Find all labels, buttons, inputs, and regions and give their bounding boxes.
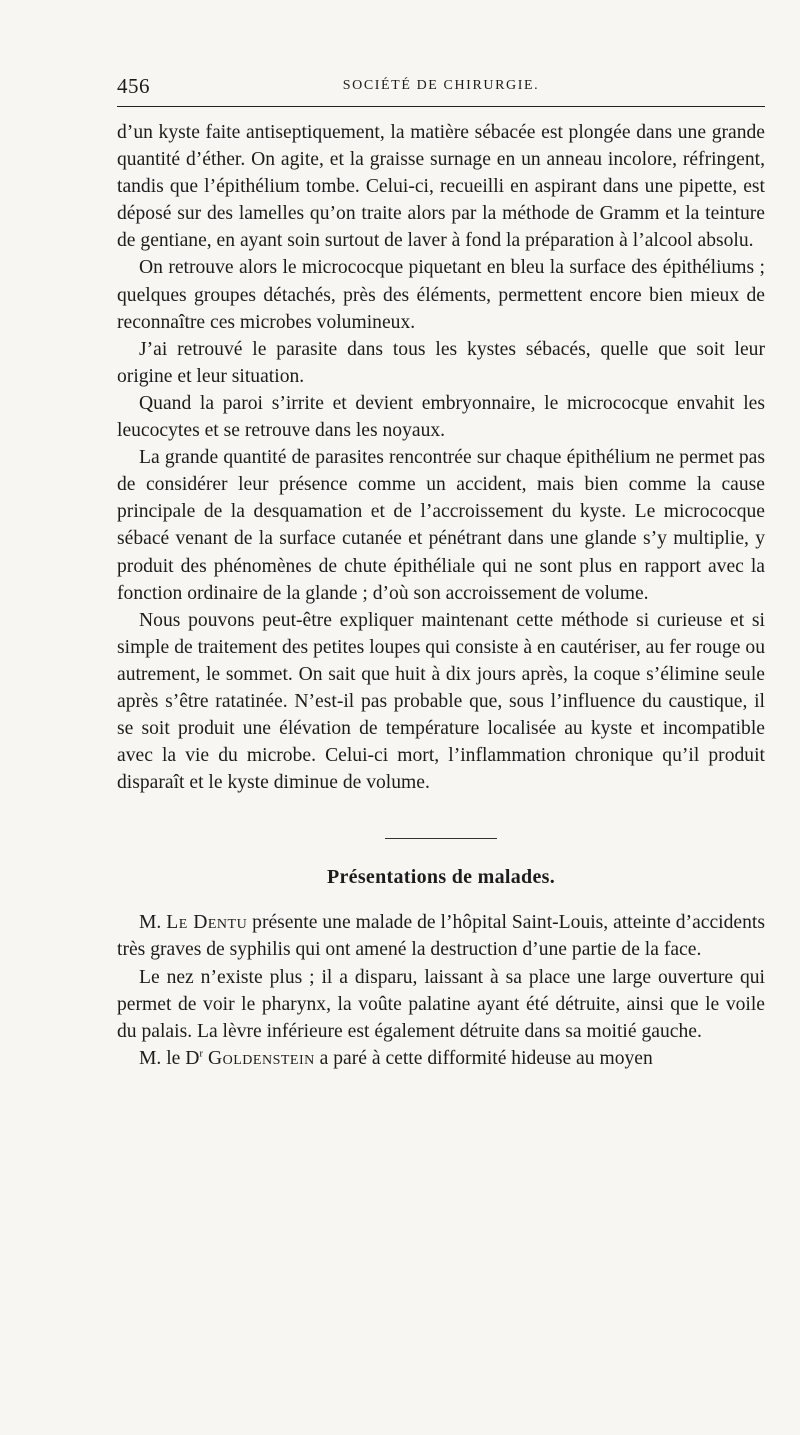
paragraph: J’ai retrouvé le parasite dans tous les kystes sébacés, quelle que soit leur origine et leur situation.	[117, 338, 765, 387]
running-head	[117, 70, 765, 107]
author-name: Goldenstein	[208, 1047, 315, 1069]
page-number: 456	[117, 74, 150, 98]
paragraph	[117, 1045, 765, 1072]
paragraph-prefix: M. le D	[139, 1047, 200, 1069]
body-text	[117, 119, 765, 1072]
section-heading: Présentations de malades.	[326, 866, 556, 889]
paragraph-prefix: M.	[139, 912, 167, 934]
paragraph-text: a paré à cette difformité hideuse au moyen	[314, 1047, 653, 1069]
paragraph	[117, 909, 765, 963]
superscript: r	[199, 1047, 204, 1060]
paragraph-text: présente une malade de l’hôpital Saint-Louis, atteinte d’accidents très graves de syphilis qui ont amené la destruction d’une partie de la face.	[117, 912, 765, 961]
section-separator-rule	[385, 838, 497, 839]
author-name: Le Dentu	[166, 912, 248, 934]
paragraph-continued: d’un kyste faite antiseptiquement, la matière sébacée est plongée dans une grande quantité d’éther. On agite, et la graisse surnage en un anneau incolore, réfringent, tandis que l’épithélium tombe. Celui-ci, recueilli en aspirant dans une pipette, est déposé sur des lamelles qu’on traite alors par la méthode de Gramm et la teinture de gentiane, en ayant soin surtout de laver à fond la préparation à l’alcool absolu.	[117, 122, 765, 252]
paragraph: Le nez n’existe plus ; il a disparu, laissant à sa place une large ouverture qui permet de voir le pharynx, la voûte palatine ayant été détruite, ainsi que le voile du palais. La lèvre inférieure est également détruite dans sa moitié gauche.	[117, 966, 765, 1042]
running-title: SOCIÉTÉ DE CHIRURGIE.	[342, 78, 540, 93]
paragraph: La grande quantité de parasites rencontrée sur chaque épithélium ne permet pas de considérer leur présence comme un accident, mais bien comme la cause principale de la desquamation et de l’accroissement du kyste. Le micrococque sébacé venant de la surface cutanée et pénétrant dans une glande s’y multiplie, y produit des phénomènes de chute épithéliale qui ne sont plus en rapport avec la fonction ordinaire de la glande ; d’où son accroissement de volume.	[117, 447, 765, 604]
paragraph: Quand la paroi s’irrite et devient embryonnaire, le micrococque envahit les leucocytes et se retrouve dans les noyaux.	[117, 392, 765, 442]
paragraph: Nous pouvons peut-être expliquer maintenant cette méthode si curieuse et si simple de traitement des petites loupes qui consiste à en cautériser, au fer rouge ou autrement, le sommet. On sait que huit à dix jours après, la coque s’élimine seule après s’être ratatinée. N’est-il pas probable que, sous l’influence du caustique, il se soit produit une élévation de température localisée au kyste et incompatible avec la vie du microbe. Celui-ci mort, l’inflammation chronique qu’il produit disparaît et le kyste diminue de volume.	[117, 609, 765, 794]
paragraph: On retrouve alors le micrococque piquetant en bleu la surface des épithéliums ; quelques groupes détachés, près des éléments, permettent encore bien mieux de reconnaître ces microbes volumineux.	[117, 257, 765, 333]
book-page	[117, 70, 765, 1072]
